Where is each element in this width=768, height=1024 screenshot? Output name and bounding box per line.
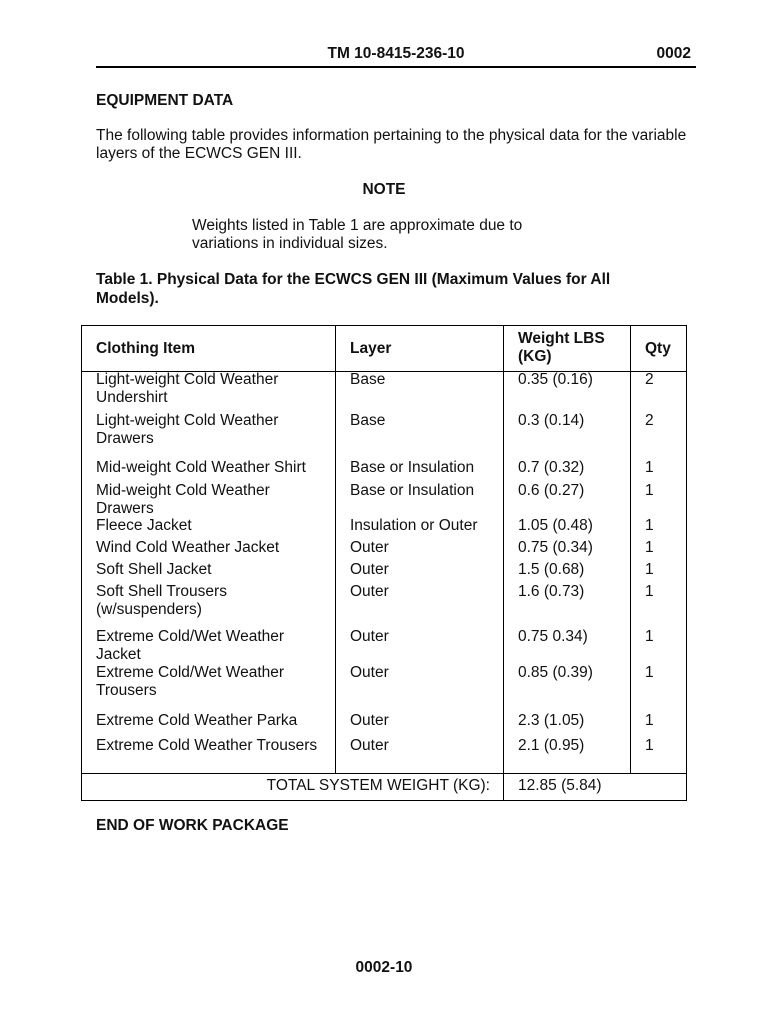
cell-weight: 0.6 (0.27) [518,482,585,499]
cell-weight: 0.35 (0.16) [518,371,593,388]
total-label: TOTAL SYSTEM WEIGHT (KG): [266,777,490,794]
cell-layer: Base or Insulation [350,482,475,499]
total-row [82,773,686,801]
header-qty: Qty [645,340,671,357]
column-divider [503,326,504,800]
cell-layer: Outer [350,712,389,729]
cell-weight: 0.75 (0.34) [518,539,593,556]
cell-item: Fleece Jacket [96,517,192,534]
page-number: 0002-10 [355,959,413,976]
cell-weight: 1.05 (0.48) [518,517,593,534]
cell-layer: Outer [350,664,389,681]
cell-item: Mid-weight Cold Weather Shirt [96,459,306,476]
cell-layer: Outer [350,539,389,556]
cell-weight: 0.3 (0.14) [518,412,585,429]
cell-weight: 0.85 (0.39) [518,664,593,681]
cell-item: Wind Cold Weather Jacket [96,539,280,556]
cell-weight: 2.3 (1.05) [518,712,585,729]
cell-layer: Outer [350,737,389,754]
cell-qty: 1 [645,583,654,600]
cell-layer: Base or Insulation [350,459,475,476]
cell-layer: Base [350,412,386,429]
note-title: NOTE [362,181,406,198]
cell-layer: Outer [350,628,389,645]
cell-qty: 1 [645,482,654,499]
section-title: EQUIPMENT DATA [96,92,234,109]
work-package-code: 0002 [656,45,691,62]
header-weight: Weight LBS (KG) [518,330,605,365]
cell-qty: 2 [645,412,654,429]
cell-weight: 1.5 (0.68) [518,561,585,578]
cell-qty: 1 [645,712,654,729]
page-header [96,45,696,68]
end-of-work-package: END OF WORK PACKAGE [96,817,289,834]
cell-item: Soft Shell Jacket [96,561,212,578]
cell-qty: 1 [645,539,654,556]
equipment-table [81,325,687,801]
cell-item: Light-weight Cold Weather Undershirt [96,371,279,406]
cell-item: Light-weight Cold Weather Drawers [96,412,279,447]
header-layer: Layer [350,340,392,357]
cell-weight: 1.6 (0.73) [518,583,585,600]
header-clothing-item: Clothing Item [96,340,196,357]
cell-weight: 2.1 (0.95) [518,737,585,754]
cell-layer: Outer [350,583,389,600]
cell-layer: Insulation or Outer [350,517,478,534]
cell-layer: Base [350,371,386,388]
intro-paragraph: The following table provides information pertaining to the physical data for the variable layers of the ECWCS GEN III. [96,127,687,162]
manual-number: TM 10-8415-236-10 [327,45,465,62]
cell-item: Extreme Cold Weather Trousers [96,737,318,754]
table-header-row [82,326,686,372]
note-text: Weights listed in Table 1 are approximate due to variations in individual sizes. [192,217,523,252]
cell-qty: 1 [645,664,654,681]
cell-qty: 1 [645,517,654,534]
cell-qty: 1 [645,561,654,578]
cell-item: Soft Shell Trousers (w/suspenders) [96,583,227,618]
total-value: 12.85 (5.84) [518,777,602,794]
cell-item: Mid-weight Cold Weather Drawers [96,482,270,517]
column-divider [335,326,336,773]
cell-item: Extreme Cold/Wet Weather Jacket [96,628,285,663]
cell-weight: 0.7 (0.32) [518,459,585,476]
cell-weight: 0.75 0.34) [518,628,588,645]
cell-qty: 1 [645,737,654,754]
cell-item: Extreme Cold Weather Parka [96,712,298,729]
table-caption: Table 1. Physical Data for the ECWCS GEN III (Maximum Values for All Models). [96,271,611,307]
cell-layer: Outer [350,561,389,578]
cell-qty: 2 [645,371,654,388]
cell-qty: 1 [645,628,654,645]
column-divider [630,326,631,773]
cell-qty: 1 [645,459,654,476]
cell-item: Extreme Cold/Wet Weather Trousers [96,664,285,699]
